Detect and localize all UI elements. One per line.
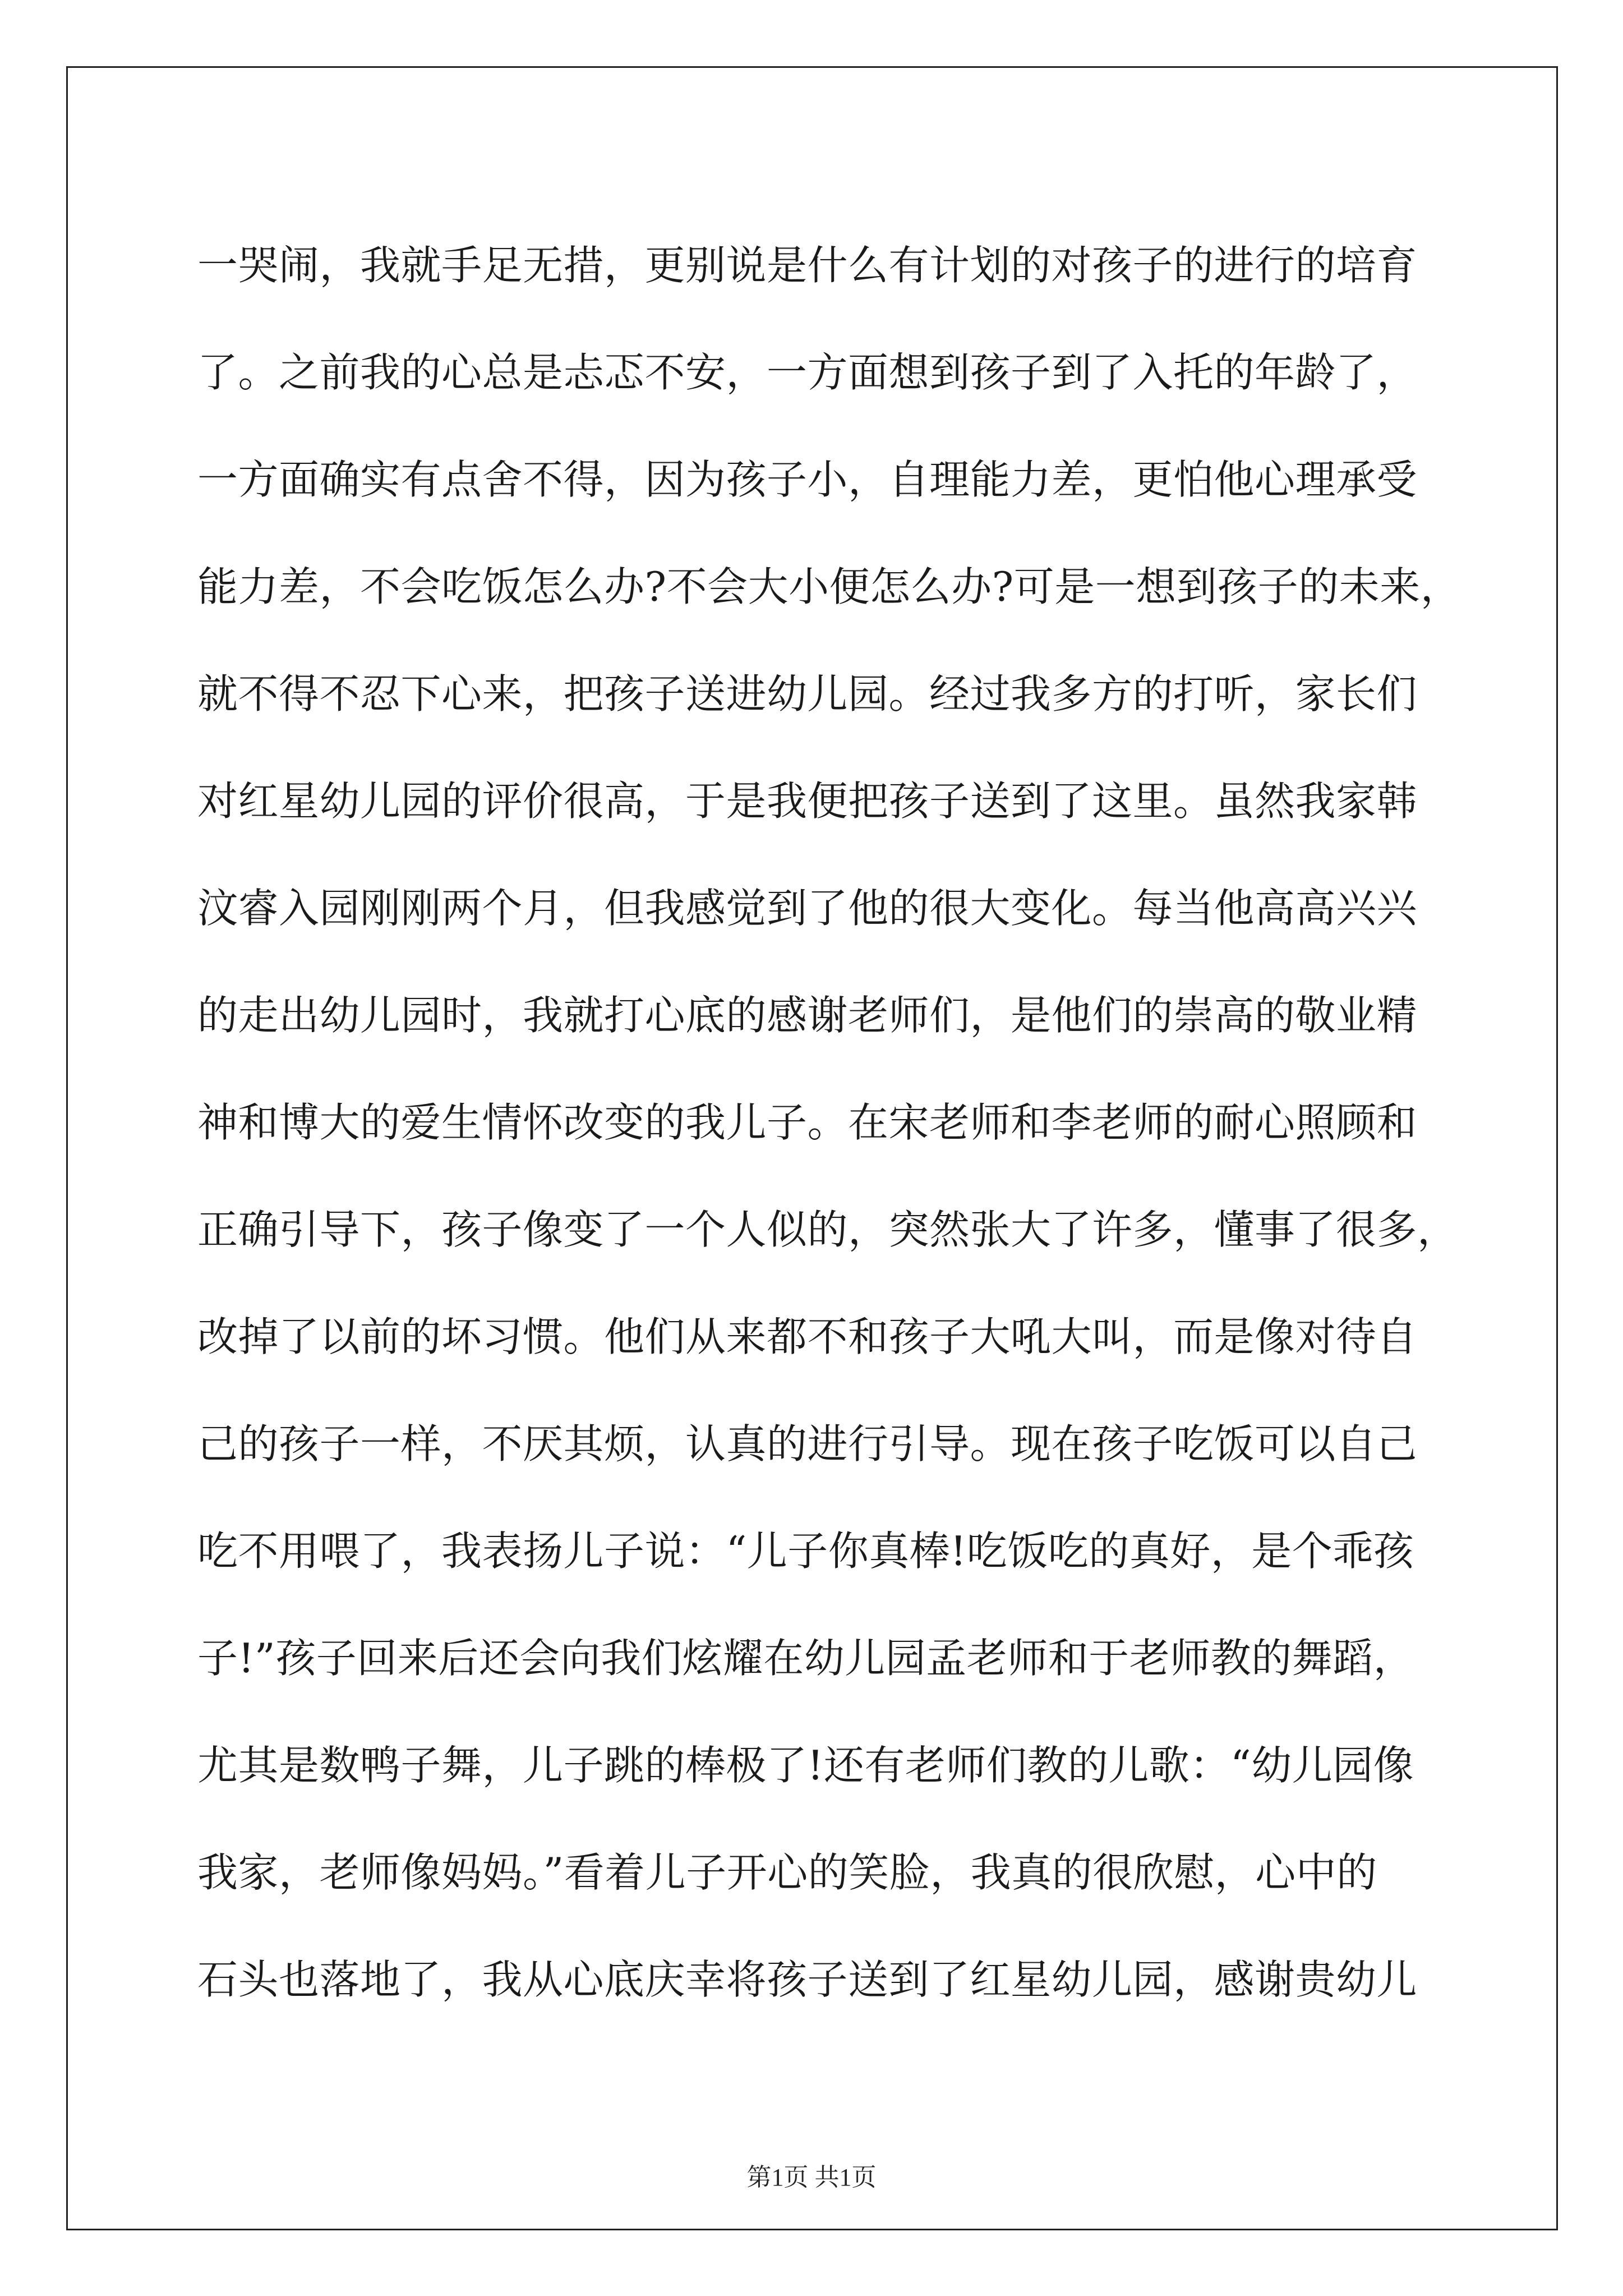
text-line-1: 一哭闹，我就手足无措，更别说是什么有计划的对孩子的进行的培育 xyxy=(197,242,1418,289)
text-line-11: 改掉了以前的坏习惯。他们从来都不和孩子大吼大叫，而是像对待自 xyxy=(197,1313,1418,1360)
text-line-17: 石头也落地了，我从心底庆幸将孩子送到了红星幼儿园，感谢贵幼儿 xyxy=(197,1956,1418,2003)
text-line-3: 一方面确实有点舍不得，因为孩子小，自理能力差，更怕他心理承受 xyxy=(197,456,1418,503)
text-line-12: 己的孩子一样，不厌其烦，认真的进行引导。现在孩子吃饭可以自己 xyxy=(197,1420,1418,1467)
text-line-14: 子!”孩子回来后还会向我们炫耀在幼儿园孟老师和于老师教的舞蹈， xyxy=(197,1635,1414,1682)
text-line-16: 我家，老师像妈妈。”看着儿子开心的笑脸，我真的很欣慰，心中的 xyxy=(197,1849,1377,1896)
text-line-8: 的走出幼儿园时，我就打心底的感谢老师们，是他们的崇高的敬业精 xyxy=(197,992,1418,1039)
page-number-footer: 第1页 共1页 xyxy=(746,2164,877,2191)
text-line-10: 正确引导下，孩子像变了一个人似的，突然张大了许多，懂事了很多， xyxy=(197,1206,1458,1253)
text-line-5: 就不得不忍下心来，把孩子送进幼儿园。经过我多方的打听，家长们 xyxy=(197,670,1418,717)
text-line-6: 对红星幼儿园的评价很高，于是我便把孩子送到了这里。虽然我家韩 xyxy=(197,777,1418,825)
document-body xyxy=(197,212,1461,2033)
text-line-9: 神和博大的爱生情怀改变的我儿子。在宋老师和李老师的耐心照顾和 xyxy=(197,1099,1418,1146)
text-line-13: 吃不用喂了，我表扬儿子说：“儿子你真棒!吃饭吃的真好，是个乖孩 xyxy=(197,1527,1414,1575)
text-line-2: 了。之前我的心总是忐忑不安，一方面想到孩子到了入托的年龄了， xyxy=(197,349,1418,396)
text-line-15: 尤其是数鸭子舞，儿子跳的棒极了!还有老师们教的儿歌：“幼儿园像 xyxy=(197,1742,1414,1789)
text-line-7: 汶睿入园刚刚两个月，但我感觉到了他的很大变化。每当他高高兴兴 xyxy=(197,885,1418,932)
text-line-4: 能力差，不会吃饭怎么办?不会大小便怎么办?可是一想到孩子的未来， xyxy=(197,563,1461,610)
